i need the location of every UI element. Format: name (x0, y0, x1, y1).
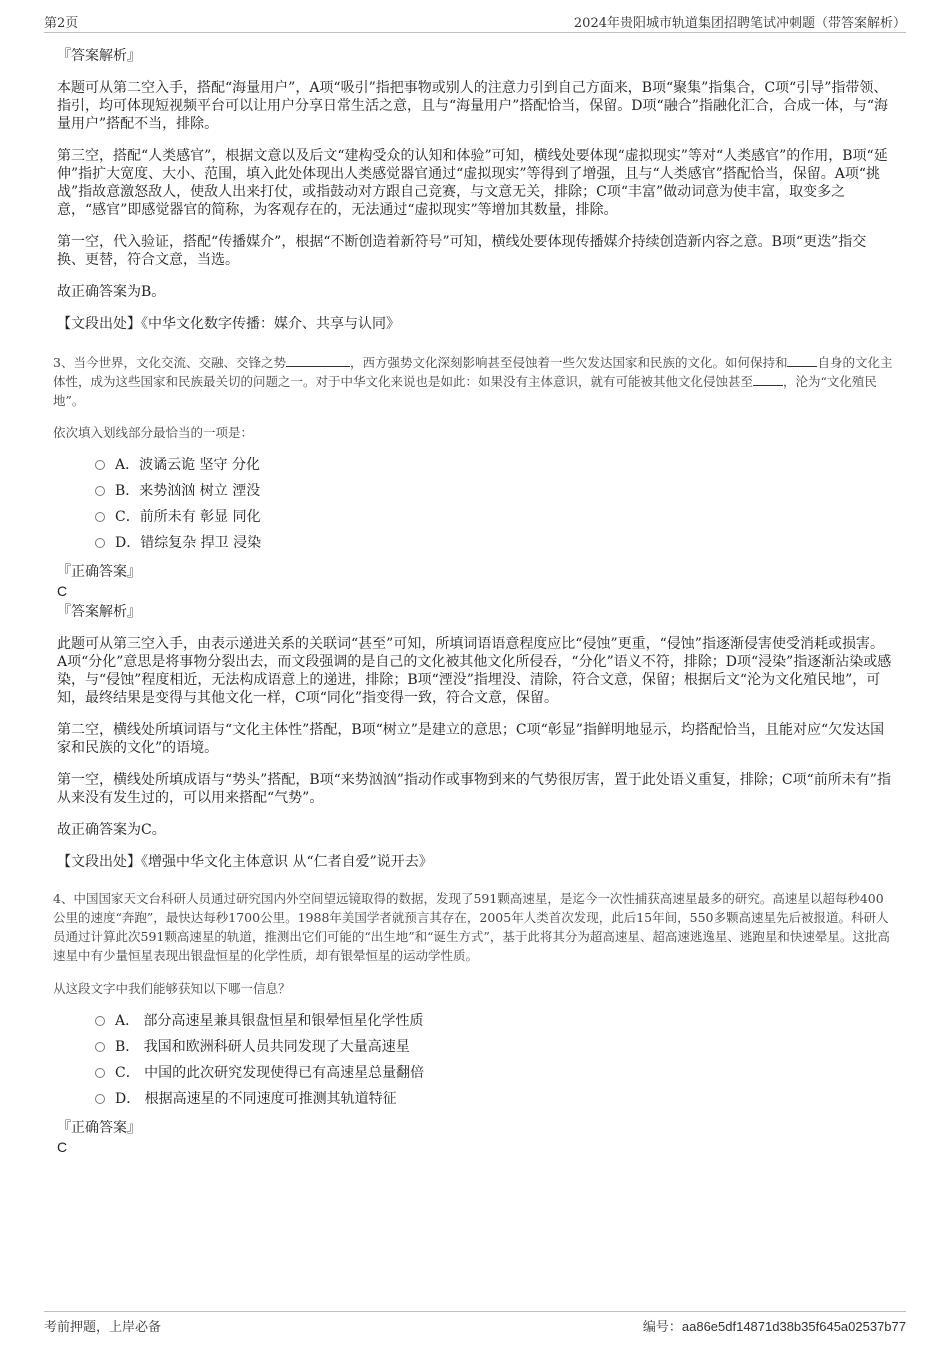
analysis-label: 『答案解析』 (57, 48, 141, 64)
question-3-stem: 3、当今世界，文化交流、交融、交锋之势 ，西方强势文化深刻影响甚至侵蚀着一些欠发达国家和民族的文化。如何保持和 自身的文化主体性，成为这些国家和民族最关切的问题之一。对于中华文化来说也是如此：如果没有主体意识，就有可能被其他文化侵蚀甚至 ，沦为“文化殖民地”。 (53, 355, 893, 408)
radio-icon[interactable] (95, 486, 105, 496)
option-a[interactable]: A． 部分高速星兼具银盘恒星和银晕恒星化学性质 (95, 1008, 893, 1034)
option-d[interactable]: D．错综复杂 捍卫 浸染 (95, 530, 893, 556)
option-c[interactable]: C． 中国的此次研究发现使得已有高速星总量翻倍 (95, 1060, 893, 1086)
document-code: 编号：aa86e5df14871d38b35f645a02537b77 (642, 1319, 906, 1335)
option-c[interactable]: C．前所未有 彰显 同化 (95, 504, 893, 530)
footer-slogan: 考前押题，上岸必备 (44, 1320, 162, 1335)
page-content (53, 46, 893, 1156)
option-b[interactable]: B． 我国和欧洲科研人员共同发现了大量高速星 (95, 1034, 893, 1060)
radio-icon[interactable] (95, 1068, 105, 1078)
analysis-paragraph: 第三空，搭配“人类感官”，根据文意以及后文“建构受众的认知和体验”可知，横线处要体现“虚拟现实”等对“人类感官”的作用，B项“延伸”指扩大宽度、大小、范围，填入此处体现出人类感觉器官通过“虚拟现实”等得到了增强，且与“人类感官”搭配恰当，保留。A项“挑战”指故意激怒敌人，使敌人出来打仗，或指鼓动对方跟自己竞赛，与文意无关，排除；C项“丰富”做动词意为使丰富，取变多之意，“感官”即感觉器官的简称，为客观存在的，无法通过“虚拟现实”等增加其数量，排除。 (57, 148, 888, 218)
analysis-paragraph: 第二空，横线处所填词语与“文化主体性”搭配，B项“树立”是建立的意思；C项“彰显”指鲜明地显示，均搭配恰当，且能对应“欠发达国家和民族的文化”的语境。 (57, 722, 885, 756)
document-title: 2024年贵阳城市轨道集团招聘笔试冲刺题（带答案解析） (573, 16, 906, 31)
radio-icon[interactable] (95, 538, 105, 548)
question-4-prompt: 从这段文字中我们能够获知以下哪一信息？ (53, 981, 291, 996)
question-4-options (95, 1008, 893, 1112)
option-d[interactable]: D． 根据高速星的不同速度可推测其轨道特征 (95, 1086, 893, 1112)
radio-icon[interactable] (95, 460, 105, 470)
answer-conclusion: 故正确答案为C。 (57, 822, 166, 838)
page-number: 第2页 (44, 16, 79, 31)
radio-icon[interactable] (95, 1042, 105, 1052)
question-4-stem: 4、中国国家天文台科研人员通过研究国内外空间望远镜取得的数据，发现了591颗高速星，是迄今一次性捕获高速星最多的研究。高速星以超每秒400公里的速度“奔跑”，最快达每秒1700公里。1988年美国学者就预言其存在，2005年人类首次发现，此后15年间，550多颗高速星先后被报道。科研人员通过计算此次591颗高速星的轨道，推测出它们可能的“出生地”和“诞生方式”，基于此将其分为超高速星、超高速逃逸星、逃跑星和快速晕星。这批高速星中有少量恒星表现出银盘恒星的化学性质，却有银晕恒星的运动学性质。 (53, 891, 890, 963)
question-3-options (95, 452, 893, 556)
radio-icon[interactable] (95, 1016, 105, 1026)
correct-answer-value: C (57, 1139, 68, 1155)
analysis-label: 『答案解析』 (57, 604, 141, 620)
correct-answer-label: 『正确答案』 (57, 564, 141, 580)
correct-answer-value: C (57, 583, 68, 599)
radio-icon[interactable] (95, 1094, 105, 1104)
analysis-paragraph: 此题可从第三空入手，由表示递进关系的关联词“甚至”可知，所填词语语意程度应比“侵蚀”更重，“侵蚀”指逐渐侵害使受消耗或损害。A项“分化”意思是将事物分裂出去，而文段强调的是自己的文化被其他文化所侵吞，“分化”语义不符，排除；D项“浸染”指逐渐沾染或感染，与“侵蚀”程度相近，无法构成语意上的递进，排除；B项“湮没”指埋没、清除，符合文意，保留；根据后文“沦为文化殖民地”，可知，最终结果是变得与其他文化一样，C项“同化”指变得一致，符合文意，保留。 (57, 636, 892, 706)
page-header (44, 10, 906, 33)
analysis-paragraph: 第一空，代入验证，搭配“传播媒介”，根据“不断创造着新符号”可知，横线处要体现传播媒介持续创造新内容之意。B项“更迭”指交换、更替，符合文意，当选。 (57, 234, 867, 268)
answer-conclusion: 故正确答案为B。 (57, 284, 166, 300)
analysis-paragraph: 本题可从第二空入手，搭配“海量用户”，A项“吸引”指把事物或别人的注意力引到自己方面来，B项“聚集”指集合，C项“引导”指带领、指引，均可体现短视频平台可以让用户分享日常生活之意，且与“海量用户”搭配恰当，保留。D项“融合”指融化汇合，合成一体，与“海量用户”搭配不当，排除。 (57, 80, 889, 132)
option-b[interactable]: B．来势汹汹 树立 湮没 (95, 478, 893, 504)
correct-answer-label: 『正确答案』 (57, 1120, 141, 1136)
source-citation: 【文段出处】《增强中华文化主体意识 从“仁者自爱”说开去》 (57, 854, 433, 870)
analysis-paragraph: 第一空，横线处所填成语与“势头”搭配，B项“来势汹汹”指动作或事物到来的气势很厉害，置于此处语义重复，排除；C项“前所未有”指从来没有发生过的，可以用来搭配“气势”。 (57, 772, 891, 806)
source-citation: 【文段出处】《中华文化数字传播：媒介、共享与认同》 (57, 316, 400, 332)
page-footer (44, 1311, 906, 1336)
question-3-prompt: 依次填入划线部分最恰当的一项是： (53, 425, 254, 440)
radio-icon[interactable] (95, 512, 105, 522)
option-a[interactable]: A．波谲云诡 坚守 分化 (95, 452, 893, 478)
